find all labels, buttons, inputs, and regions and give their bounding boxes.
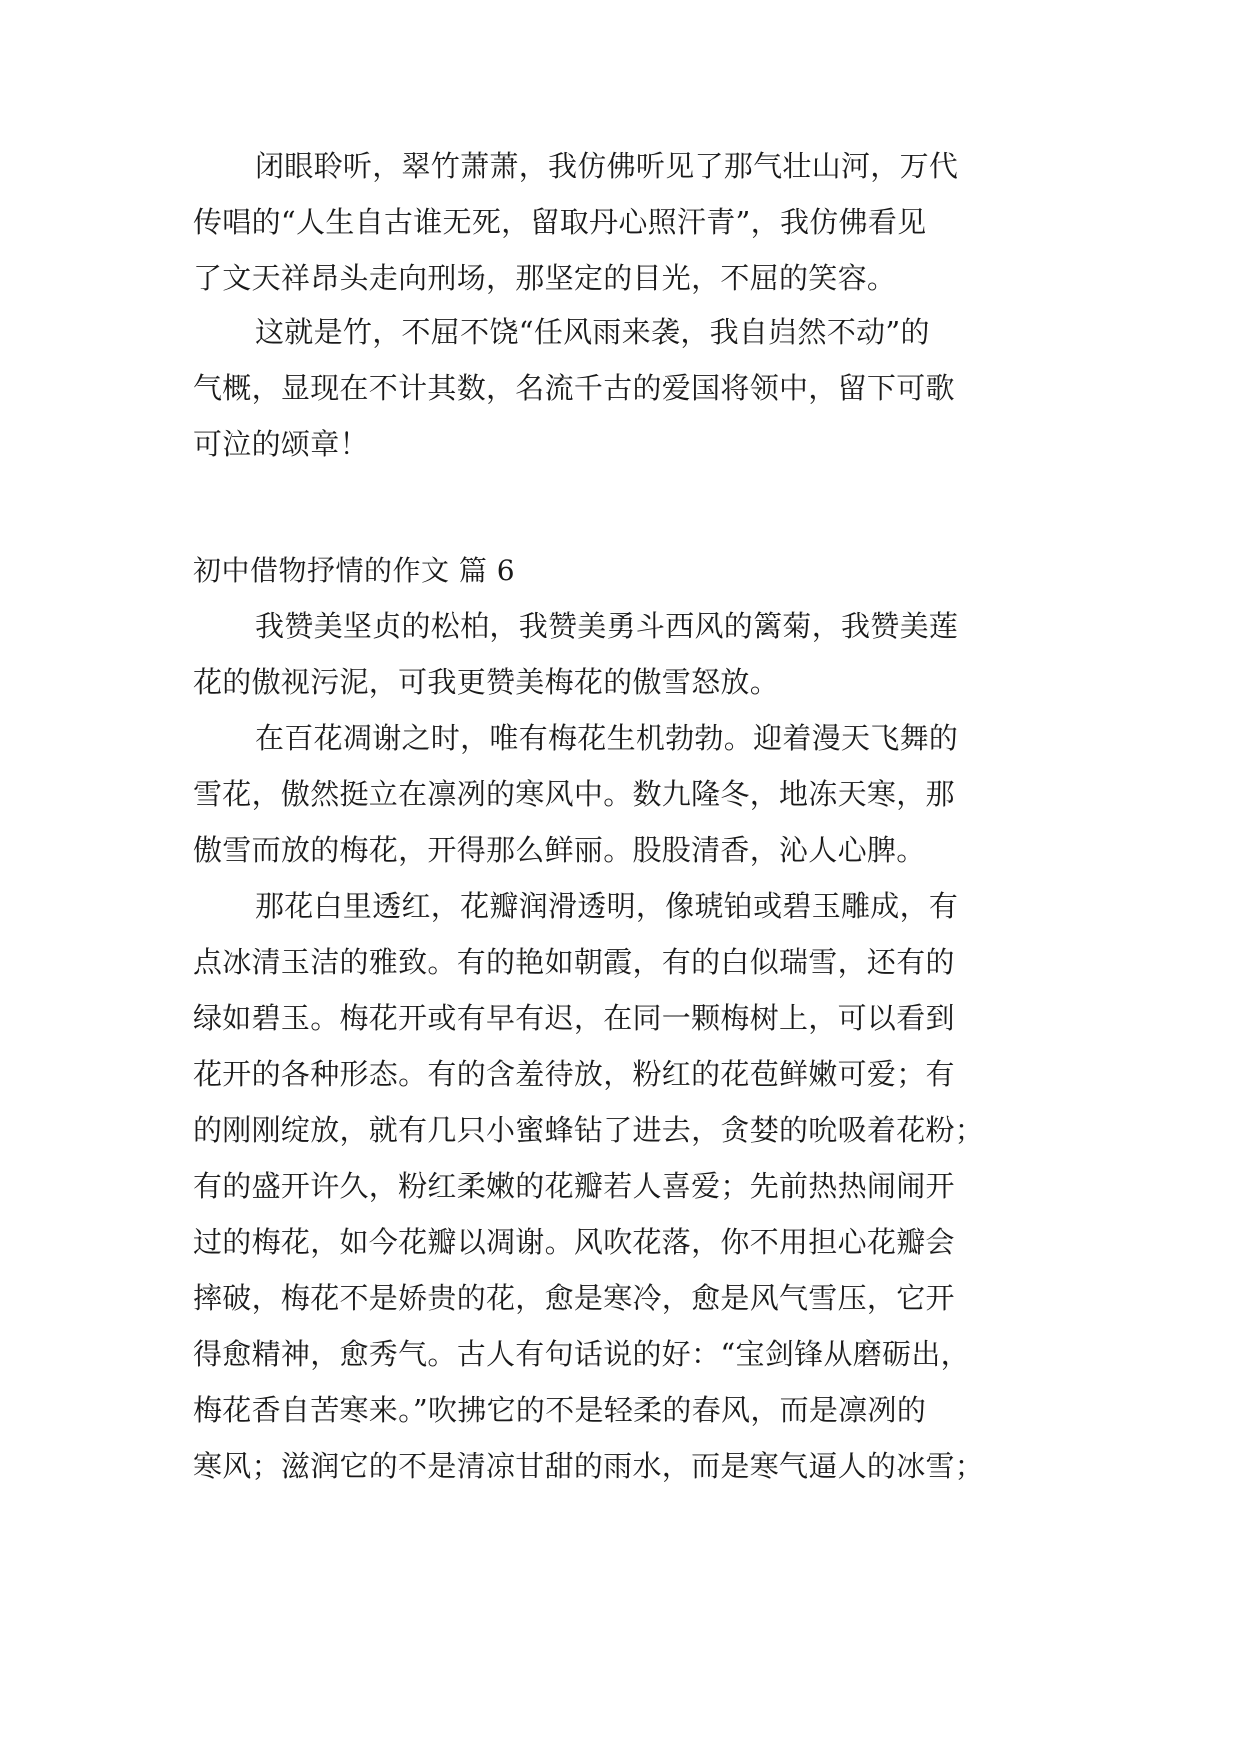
paragraph-line: 过的梅花，如今花瓣以凋谢。风吹花落，你不用担心花瓣会 — [193, 1225, 955, 1259]
paragraph-line: 雪花，傲然挺立在凛冽的寒风中。数九隆冬，地冻天寒，那 — [193, 777, 955, 811]
paragraph-line: 的刚刚绽放，就有几只小蜜蜂钻了进去，贪婪的吮吸着花粉； — [193, 1113, 985, 1147]
paragraph-line: 点冰清玉洁的雅致。有的艳如朝霞，有的白似瑞雪，还有的 — [193, 945, 955, 979]
paragraph-line: 我赞美坚贞的松柏，我赞美勇斗西风的篱菊，我赞美莲 — [255, 609, 959, 643]
paragraph-line: 那花白里透红，花瓣润滑透明，像琥铂或碧玉雕成，有 — [255, 889, 959, 923]
paragraph-line: 这就是竹，不屈不饶“任风雨来袭，我自岿然不动”的 — [255, 315, 930, 349]
paragraph-line: 有的盛开许久，粉红柔嫩的花瓣若人喜爱；先前热热闹闹开 — [193, 1169, 955, 1203]
section-heading: 初中借物抒情的作文 篇 6 — [193, 554, 516, 587]
paragraph-line: 摔破，梅花不是娇贵的花，愈是寒冷，愈是风气雪压，它开 — [193, 1281, 955, 1315]
paragraph-line: 梅花香自苦寒来。”吹拂它的不是轻柔的春风，而是凛冽的 — [193, 1393, 927, 1427]
paragraph-line: 在百花凋谢之时，唯有梅花生机勃勃。迎着漫天飞舞的 — [255, 721, 959, 755]
paragraph-line: 寒风；滋润它的不是清凉甘甜的雨水，而是寒气逼人的冰雪； — [193, 1449, 985, 1483]
paragraph-line: 花开的各种形态。有的含羞待放，粉红的花苞鲜嫩可爱；有 — [193, 1057, 955, 1091]
paragraph-line: 傲雪而放的梅花，开得那么鲜丽。股股清香，沁人心脾。 — [193, 833, 926, 867]
paragraph-line: 气概，显现在不计其数，名流千古的爱国将领中，留下可歌 — [193, 371, 955, 405]
paragraph-line: 可泣的颂章！ — [193, 427, 369, 461]
paragraph-line: 闭眼聆听，翠竹萧萧，我仿佛听见了那气壮山河，万代 — [255, 149, 959, 183]
paragraph-line: 绿如碧玉。梅花开或有早有迟，在同一颗梅树上，可以看到 — [193, 1001, 955, 1035]
paragraph-line: 了文天祥昂头走向刑场，那坚定的目光，不屈的笑容。 — [193, 261, 897, 295]
paragraph-line: 花的傲视污泥，可我更赞美梅花的傲雪怒放。 — [193, 665, 780, 699]
paragraph-line: 传唱的“人生自古谁无死，留取丹心照汗青”，我仿佛看见 — [193, 205, 927, 239]
paragraph-line: 得愈精神，愈秀气。古人有句话说的好：“宝剑锋从磨砺出， — [193, 1337, 970, 1371]
